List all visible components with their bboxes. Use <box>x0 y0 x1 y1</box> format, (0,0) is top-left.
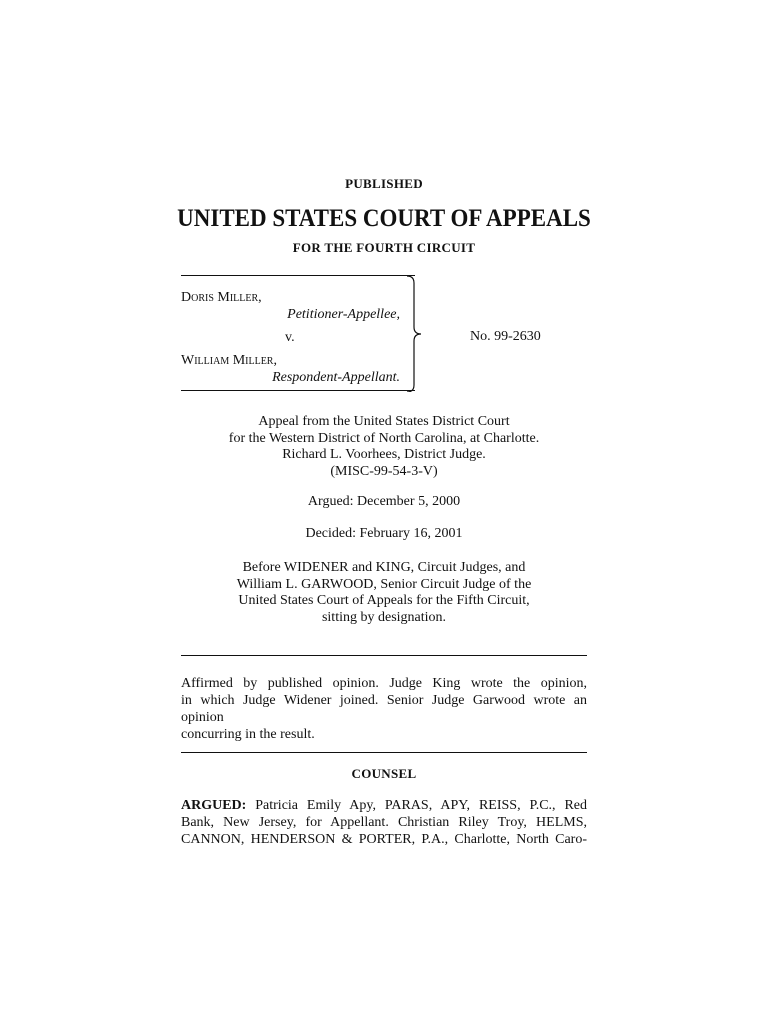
disposition-line: concurring in the result. <box>181 727 315 742</box>
circuit-name: FOR THE FOURTH CIRCUIT <box>292 240 476 255</box>
caption-brace-icon <box>405 276 427 392</box>
disposition-line: Affirmed by published opinion. Judge King wrote the opinion, <box>181 676 587 691</box>
appeal-line: for the Western District of North Carolina, at Charlotte. <box>228 430 540 446</box>
panel-line: sitting by designation. <box>321 609 447 625</box>
party2-role: Respondent-Appellant. <box>272 370 400 385</box>
counsel-heading: COUNSEL <box>351 766 417 781</box>
panel-line: Before WIDENER and KING, Circuit Judges, and <box>242 560 526 575</box>
panel-info <box>0 560 768 626</box>
caption-top-rule <box>181 275 415 276</box>
appeal-line: (MISC-99-54-3-V) <box>330 463 438 479</box>
caption-bottom-rule <box>181 390 415 391</box>
counsel-label: ARGUED: <box>181 798 247 813</box>
versus: v. <box>285 330 295 345</box>
party1-name: Doris Miller, <box>181 290 262 305</box>
decided-date: Decided: February 16, 2001 <box>305 526 463 541</box>
disposition-line: in which Judge Widener joined. Senior Judge Garwood wrote an opinion <box>181 693 587 725</box>
appeal-line: Richard L. Voorhees, District Judge. <box>282 447 486 462</box>
counsel-text: Patricia Emily Apy, PARAS, APY, REISS, P.C., Red <box>246 798 587 813</box>
panel-line: William L. GARWOOD, Senior Circuit Judge of the <box>236 576 532 592</box>
counsel-line: CANNON, HENDERSON & PORTER, P.A., Charlotte, North Caro- <box>181 832 587 847</box>
party1-role: Petitioner-Appellee, <box>287 307 400 322</box>
counsel-line: Bank, New Jersey, for Appellant. Christian Riley Troy, HELMS, <box>181 815 587 830</box>
counsel-line <box>181 797 587 814</box>
docket-number: No. 99-2630 <box>470 329 541 344</box>
appeal-info <box>0 414 768 480</box>
section-divider <box>181 752 587 753</box>
panel-line: United States Court of Appeals for the Fifth Circuit, <box>238 593 530 608</box>
publication-status: PUBLISHED <box>345 176 423 191</box>
court-name: UNITED STATES COURT OF APPEALS <box>177 205 591 232</box>
disposition <box>181 675 587 743</box>
appeal-line: Appeal from the United States District Court <box>258 414 510 429</box>
counsel-body <box>181 797 587 848</box>
argued-date: Argued: December 5, 2000 <box>307 494 461 509</box>
section-divider <box>181 655 587 656</box>
party2-name: William Miller, <box>181 353 277 368</box>
